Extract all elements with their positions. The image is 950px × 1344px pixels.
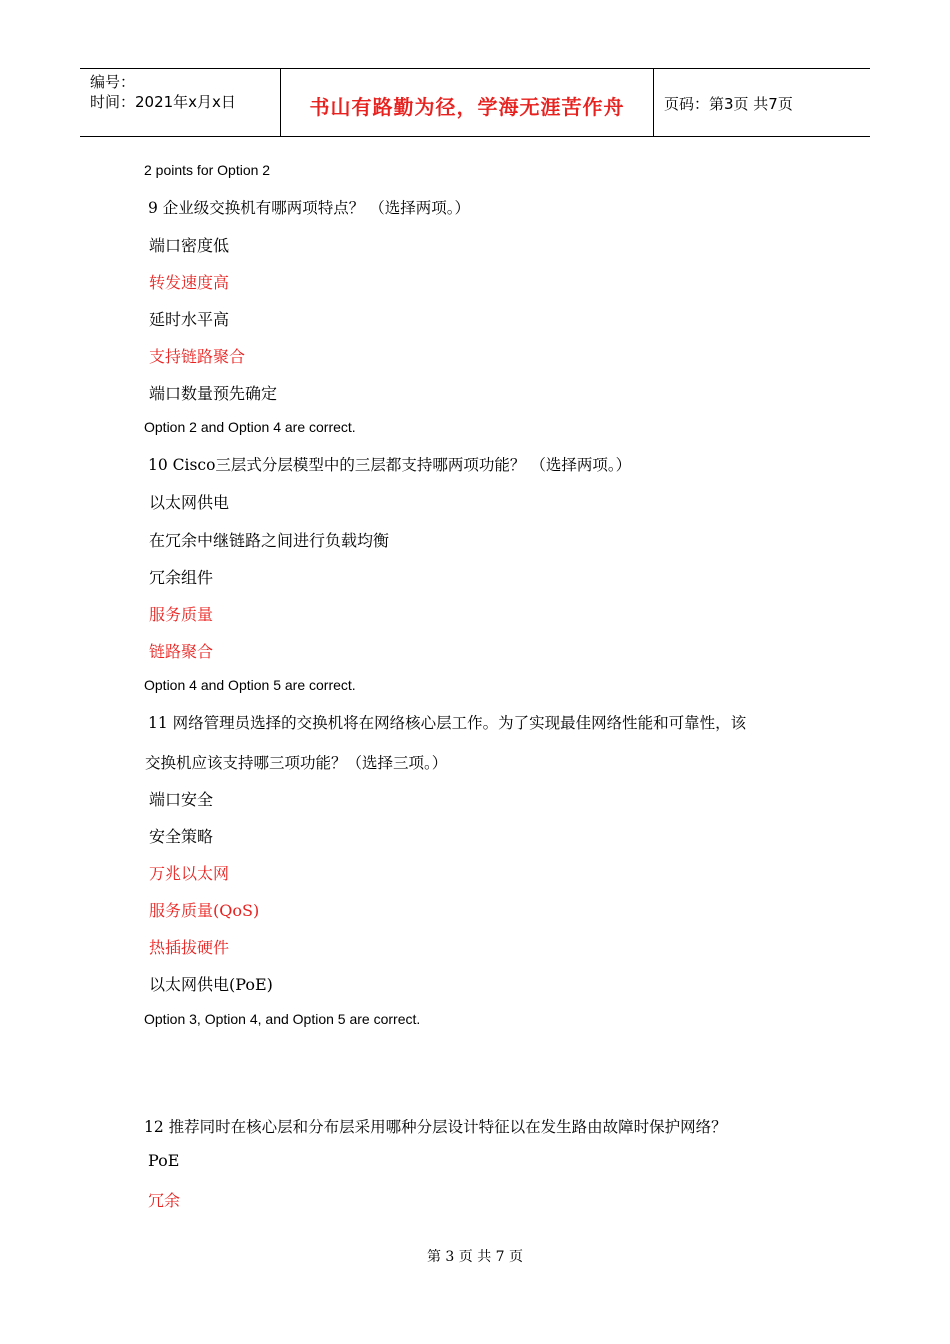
header-middle-cell bbox=[281, 69, 654, 136]
document-number-label: 编号： bbox=[90, 73, 136, 91]
document-time-label: 时间：2021年x月x日 bbox=[90, 93, 236, 111]
option-item: 安全策略 bbox=[149, 827, 214, 846]
question-11-line-2: 交换机应该支持哪三项功能？（选择三项。） bbox=[145, 754, 448, 772]
correct-option-item: 转发速度高 bbox=[149, 273, 230, 292]
option-item: 以太网供电(PoE) bbox=[149, 975, 273, 994]
correct-option-item: 冗余 bbox=[148, 1191, 181, 1210]
correct-option-item: 服务质量 bbox=[149, 605, 214, 624]
header-right-cell bbox=[654, 69, 870, 136]
option-item: PoE bbox=[148, 1151, 180, 1170]
question-12: 12 推荐同时在核心层和分布层采用哪种分层设计特征以在发生路由故障时保护网络？ bbox=[144, 1118, 727, 1136]
question-10: 10 Cisco三层式分层模型中的三层都支持哪两项功能？ （选择两项。） bbox=[148, 456, 632, 474]
page-header bbox=[80, 68, 870, 137]
header-page-info: 页码：第3页 共7页 bbox=[664, 95, 793, 113]
answer-note: Option 4 and Option 5 are correct. bbox=[144, 677, 356, 693]
option-item: 端口密度低 bbox=[149, 236, 230, 255]
option-item: 在冗余中继链路之间进行负载均衡 bbox=[149, 531, 390, 550]
answer-note: Option 2 and Option 4 are correct. bbox=[144, 419, 356, 435]
header-left-cell bbox=[80, 69, 281, 136]
correct-option-item: 热插拔硬件 bbox=[149, 938, 230, 957]
correct-option-item: 服务质量(QoS) bbox=[149, 901, 260, 920]
page-footer: 第 3 页 共 7 页 bbox=[426, 1249, 524, 1265]
correct-option-item: 万兆以太网 bbox=[149, 864, 230, 883]
correct-option-item: 支持链路聚合 bbox=[149, 347, 246, 366]
answer-note: 2 points for Option 2 bbox=[144, 162, 271, 178]
option-item: 端口数量预先确定 bbox=[149, 384, 278, 403]
option-item: 端口安全 bbox=[149, 790, 214, 809]
question-11-line-1: 11 网络管理员选择的交换机将在网络核心层工作。为了实现最佳网络性能和可靠性，该 bbox=[148, 714, 747, 732]
answer-note: Option 3, Option 4, and Option 5 are correct. bbox=[144, 1011, 421, 1027]
option-item: 冗余组件 bbox=[149, 568, 214, 587]
question-9: 9 企业级交换机有哪两项特点？ （选择两项。） bbox=[148, 199, 470, 217]
option-item: 延时水平高 bbox=[149, 310, 230, 329]
option-item: 以太网供电 bbox=[149, 493, 230, 512]
correct-option-item: 链路聚合 bbox=[149, 642, 214, 661]
header-motto: 书山有路勤为径，学海无涯苦作舟 bbox=[309, 95, 625, 119]
